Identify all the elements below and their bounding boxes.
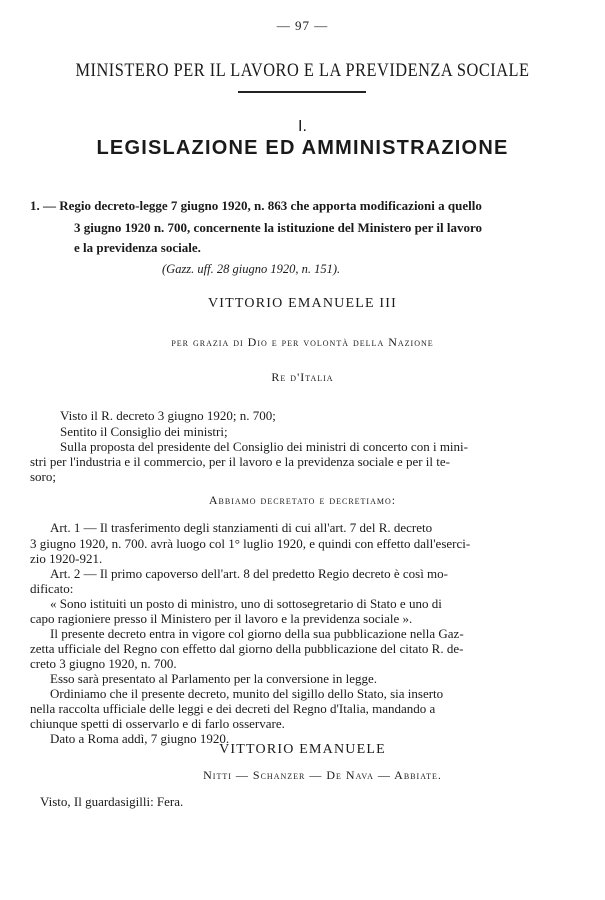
- article-line-8: Il presente decreto entra in vigore col giorno della sua pubblicazione nella Gaz-: [50, 626, 464, 641]
- decree-heading-line-3: e la previdenza sociale.: [74, 240, 201, 255]
- by-grace-formula: per grazia di Dio e per volontà della Nazione: [171, 335, 434, 349]
- article-line-12: Ordiniamo che il presente decreto, munito del sigillo dello Stato, sia inserto: [50, 686, 444, 701]
- article-line-6: « Sono istituiti un posto di ministro, uno di sottosegretario di Stato e uno di: [50, 596, 442, 611]
- article-line-14: chiunque spetti di osservarlo e di farlo osservare.: [30, 716, 285, 731]
- section-number: I.: [298, 118, 307, 135]
- royal-signature: VITTORIO EMANUELE: [219, 742, 386, 757]
- preamble-line-3: Sulla proposta del presidente del Consiglio dei ministri di concerto con i mini-: [60, 439, 468, 454]
- countersigners: Nitti — Schanzer — De Nava — Abbiate.: [203, 768, 442, 782]
- article-line-5: dificato:: [30, 581, 74, 596]
- article-line-9: zetta ufficiale del Regno con effetto dal giorno della pubblicazione del citato R. de-: [30, 641, 464, 656]
- preamble-line-5: soro;: [30, 469, 56, 484]
- visto-line: Visto, Il guardasigilli: Fera.: [40, 794, 184, 809]
- article-line-15: Dato a Roma addì, 7 giugno 1920.: [50, 731, 230, 746]
- decree-heading-line-1: 1. — Regio decreto-legge 7 giugno 1920, n. 863 che apporta modificazioni a quello: [30, 198, 482, 213]
- article-line-7: capo ragioniere presso il Ministero per il lavoro e la previdenza sociale ».: [30, 611, 413, 626]
- article-line-1: Art. 1 — Il trasferimento degli stanziamenti di cui all'art. 7 del R. decreto: [50, 520, 433, 535]
- article-line-13: nella raccolta ufficiale delle leggi e dei decreti del Regno d'Italia, mandando a: [30, 701, 436, 716]
- gazette-reference: (Gazz. uff. 28 giugno 1920, n. 151).: [162, 262, 341, 276]
- page-number: — 97 —: [276, 18, 329, 33]
- king-title: Re d'Italia: [271, 370, 334, 384]
- preamble-line-1: Visto il R. decreto 3 giugno 1920; n. 700;: [60, 408, 276, 423]
- article-line-2: 3 giugno 1920, n. 700. avrà luogo col 1° luglio 1920, e quindi con effetto dall'eserci-: [30, 536, 471, 551]
- article-line-11: Esso sarà presentato al Parlamento per la conversione in legge.: [50, 671, 378, 686]
- heading-divider: [238, 91, 366, 93]
- preamble-line-4: stri per l'industria e il commercio, per il lavoro e la previdenza sociale e per il te-: [30, 454, 450, 469]
- section-title: LEGISLAZIONE ED AMMINISTRAZIONE: [96, 137, 509, 159]
- decree-formula: Abbiamo decretato e decretiamo:: [208, 493, 397, 507]
- article-line-4: Art. 2 — Il primo capoverso dell'art. 8 del predetto Regio decreto è così mo-: [50, 566, 448, 581]
- preamble-line-2: Sentito il Consiglio dei ministri;: [60, 424, 228, 439]
- ministry-heading: MINISTERO PER IL LAVORO E LA PREVIDENZA SOCIALE: [75, 60, 530, 81]
- sovereign-name: VITTORIO EMANUELE III: [207, 296, 398, 311]
- article-line-10: creto 3 giugno 1920, n. 700.: [30, 656, 177, 671]
- article-line-3: zio 1920-921.: [30, 551, 103, 566]
- decree-heading-line-2: 3 giugno 1920 n. 700, concernente la istituzione del Ministero per il lavoro: [74, 220, 483, 235]
